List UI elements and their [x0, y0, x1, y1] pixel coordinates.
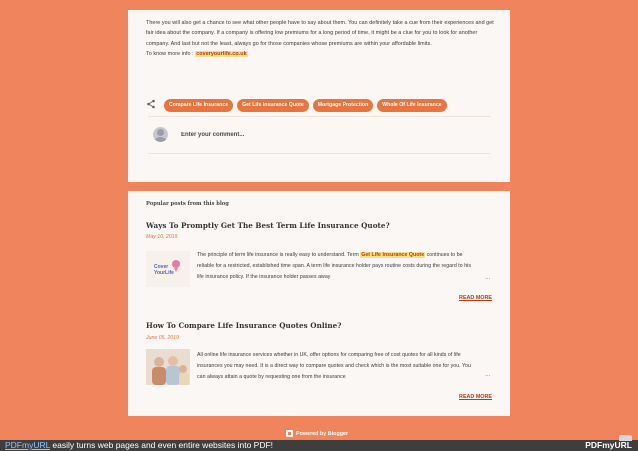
post-date-1: May 10, 2019 [146, 234, 178, 240]
read-more-link-2[interactable]: READ MORE [459, 394, 492, 400]
snippet-highlight-link[interactable]: Get Life Insurance Quote [361, 252, 425, 258]
article-card [128, 10, 510, 182]
popular-posts-heading: Popular posts from this blog [146, 201, 229, 207]
comment-input[interactable] [181, 130, 381, 140]
divider [148, 116, 490, 117]
label-compare-life-insurance[interactable]: Compare Life Insurance [164, 99, 233, 112]
snippet-text: continues to be reliable for a restricted, established time span. A term life insurance holder pays routine costs during the regard to his life insurance policy. If the insurance holder passes away [197, 252, 471, 281]
share-and-labels [146, 98, 496, 112]
post-thumbnail-2[interactable] [146, 349, 190, 385]
post-title-1[interactable]: Ways To Promptly Get The Best Term Life Insurance Quote? [146, 221, 390, 230]
pdfmyurl-logo[interactable]: PDFmyURL [585, 440, 632, 450]
snippet-text: The principle of term life insurance is really easy to understand. Term [197, 252, 361, 258]
thumb-label-top: Cover [154, 264, 169, 270]
post-title-2[interactable]: How To Compare Life Insurance Quotes Online? [146, 321, 342, 330]
popular-posts-card [128, 191, 510, 416]
post-snippet-2: All online life insurance services whether in UK, offer options for comparing free of cost quotes for all kinds of life insurances you may need. It is a direct way to compare quotes and check which is the most suitable one for you. You can always attain a quote by requesting one from the insurance [197, 352, 471, 381]
post-snippet-1 [197, 250, 475, 284]
avatar [153, 127, 168, 142]
powered-by-text: Powered by Blogger [296, 430, 349, 437]
more-info-line [146, 49, 496, 59]
ellipsis: … [485, 372, 491, 378]
ellipsis: … [485, 275, 491, 281]
post-date-2: June 05, 2019 [146, 335, 179, 341]
pdfmyurl-link[interactable]: PDFmyURL [5, 440, 51, 450]
label-mortgage-protection[interactable]: Mortgage Protection [313, 99, 373, 112]
label-chips [164, 99, 447, 112]
post-thumbnail-1[interactable] [146, 251, 190, 287]
blogger-icon [286, 430, 293, 437]
pdf-banner [0, 440, 638, 451]
label-whole-of-life-insurance[interactable]: Whole Of Life Insurance [377, 99, 446, 112]
divider [148, 153, 490, 154]
pdf-banner-text [5, 440, 273, 451]
powered-by-blogger[interactable] [286, 430, 348, 437]
more-info-prefix: To know more info : [146, 51, 196, 58]
read-more-link-1[interactable]: READ MORE [459, 295, 492, 301]
share-icon[interactable] [146, 99, 156, 109]
article-paragraph: There you will also get a chance to see what other people have to say about them. You can definitely take a cue from their experiences and get fair idea about the company. If a company is offering low premiums for a long period of time, it might be a clue for you to look for another company. And last but not the least, always go for those companies whose premiums are within your affordable limits. [146, 20, 494, 47]
family-photo-icon [146, 349, 190, 385]
coveryourlife-logo-icon [146, 251, 190, 287]
more-info-link[interactable]: coveryourlife.co.uk [196, 51, 247, 58]
pdf-banner-message: easily turns web pages and even entire websites into PDF! [50, 440, 274, 450]
label-get-life-insurance-quote[interactable]: Get Life Insurance Quote [237, 99, 309, 112]
article-body [146, 18, 496, 60]
thumb-label-bottom: YourLife [154, 270, 174, 276]
